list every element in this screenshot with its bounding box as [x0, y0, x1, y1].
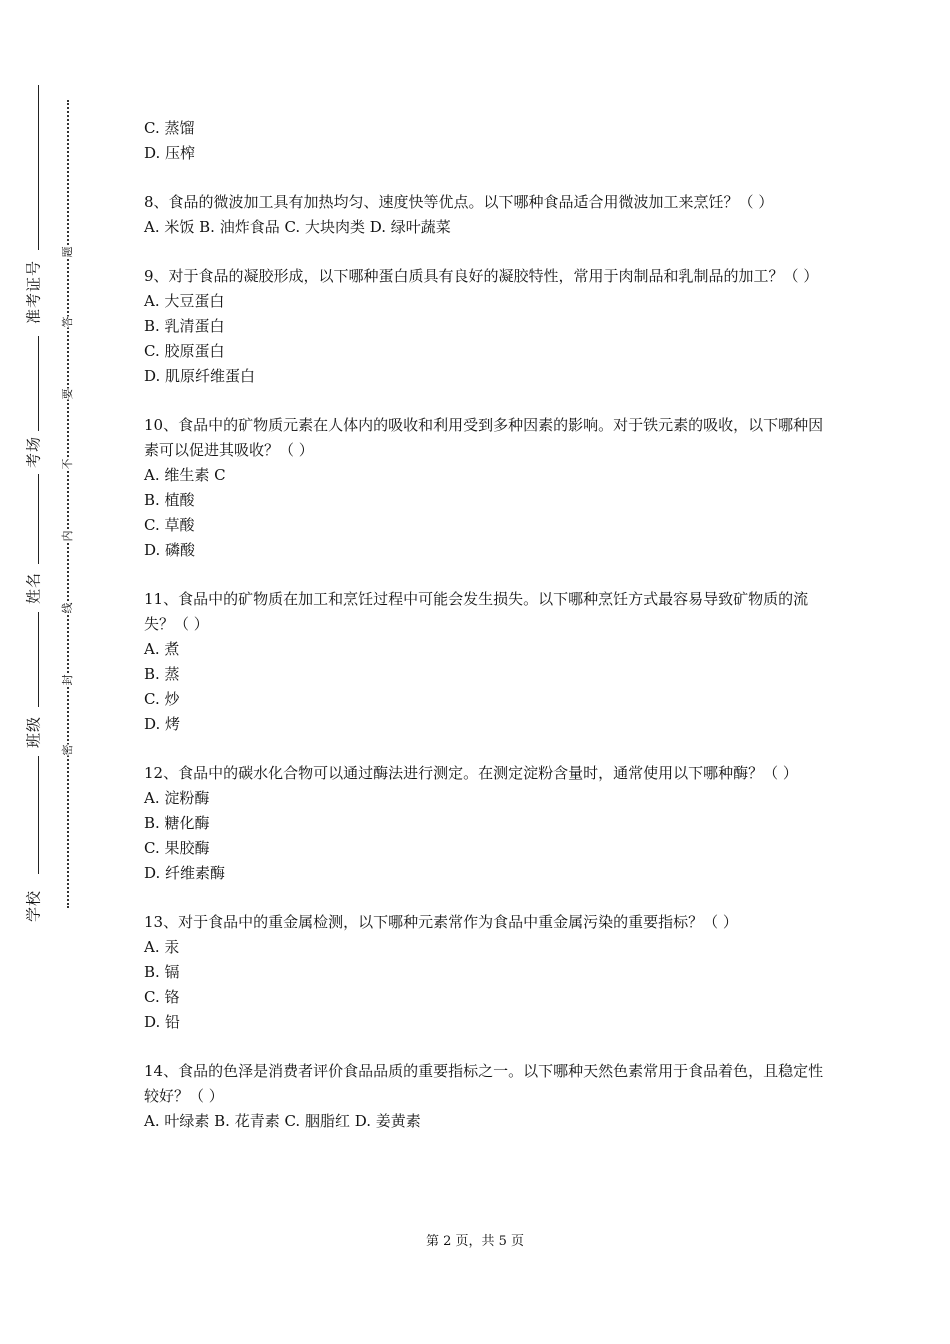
label-exam-room: 考场 — [24, 435, 43, 469]
question-14 — [144, 1059, 824, 1134]
seal-char: 不 — [61, 458, 74, 470]
seal-char: 线 — [61, 602, 74, 614]
question-text: 9、对于食品的凝胶形成，以下哪种蛋白质具有良好的凝胶特性，常用于肉制品和乳制品的加工？（ ） — [144, 267, 819, 285]
seal-char: 密 — [61, 744, 74, 756]
option: A. 汞 — [144, 938, 180, 956]
option: C. 胶原蛋白 — [144, 342, 225, 360]
option: B. 镉 — [144, 963, 180, 981]
question-text: 11、食品中的矿物质在加工和烹饪过程中可能会发生损失。以下哪种烹饪方式最容易导致矿物质的流失？（ ） — [144, 590, 809, 633]
margin-rule — [38, 474, 39, 564]
question-text: 14、食品的色泽是消费者评价食品品质的重要指标之一。以下哪种天然色素常用于食品着色，且稳定性较好？（ ） — [144, 1062, 824, 1105]
option: B. 糖化酶 — [144, 814, 210, 832]
margin-rule — [38, 336, 39, 431]
seal-char: 答 — [61, 316, 74, 328]
question-text: 8、食品的微波加工具有加热均匀、速度快等优点。以下哪种食品适合用微波加工来烹饪？（ ） — [144, 193, 774, 211]
option: C. 蒸馏 — [144, 119, 195, 137]
option: C. 果胶酶 — [144, 839, 210, 857]
option: D. 肌原纤维蛋白 — [144, 367, 256, 385]
seal-char: 内 — [61, 530, 74, 542]
question-text: 12、食品中的碳水化合物可以通过酶法进行测定。在测定淀粉含量时，通常使用以下哪种酶？（ ） — [144, 764, 798, 782]
label-name: 姓名 — [24, 571, 43, 605]
seal-char: 封 — [61, 674, 74, 686]
option: C. 炒 — [144, 690, 180, 708]
options-inline: A. 米饭 B. 油炸食品 C. 大块肉类 D. 绿叶蔬菜 — [144, 218, 451, 236]
option: B. 乳清蛋白 — [144, 317, 225, 335]
page-number: 第 2 页，共 5 页 — [425, 1234, 525, 1249]
question-list — [144, 116, 824, 1158]
option: C. 草酸 — [144, 516, 195, 534]
label-class: 班级 — [24, 715, 43, 749]
question-13 — [144, 910, 824, 1035]
question-12 — [144, 761, 824, 886]
label-school: 学校 — [24, 889, 43, 923]
option: D. 磷酸 — [144, 541, 196, 559]
option: D. 压榨 — [144, 144, 196, 162]
question-10 — [144, 413, 824, 563]
seal-char: 题 — [61, 246, 74, 258]
label-exam-number: 准考证号 — [24, 259, 43, 325]
options-inline: A. 叶绿素 B. 花青素 C. 胭脂红 D. 姜黄素 — [144, 1112, 421, 1130]
question-7-continued — [144, 116, 824, 166]
option: A. 大豆蛋白 — [144, 292, 225, 310]
seal-char: 要 — [61, 388, 74, 400]
question-text: 13、对于食品中的重金属检测，以下哪种元素常作为食品中重金属污染的重要指标？（ ） — [144, 913, 738, 931]
margin-rule — [38, 85, 39, 250]
question-9 — [144, 264, 824, 389]
option: A. 维生素 C — [144, 466, 226, 484]
question-11 — [144, 587, 824, 737]
option: D. 铅 — [144, 1013, 181, 1031]
question-8 — [144, 190, 824, 240]
option: A. 煮 — [144, 640, 180, 658]
option: D. 烤 — [144, 715, 181, 733]
option: B. 蒸 — [144, 665, 180, 683]
option: C. 铬 — [144, 988, 180, 1006]
option: A. 淀粉酶 — [144, 789, 210, 807]
margin-rule — [38, 612, 39, 707]
option: B. 植酸 — [144, 491, 195, 509]
question-text: 10、食品中的矿物质元素在人体内的吸收和利用受到多种因素的影响。对于铁元素的吸收，以下哪种因素可以促进其吸收？（ ） — [144, 416, 824, 459]
seal-dotted-line — [67, 100, 69, 908]
option: D. 纤维素酶 — [144, 864, 226, 882]
margin-rule — [38, 756, 39, 874]
